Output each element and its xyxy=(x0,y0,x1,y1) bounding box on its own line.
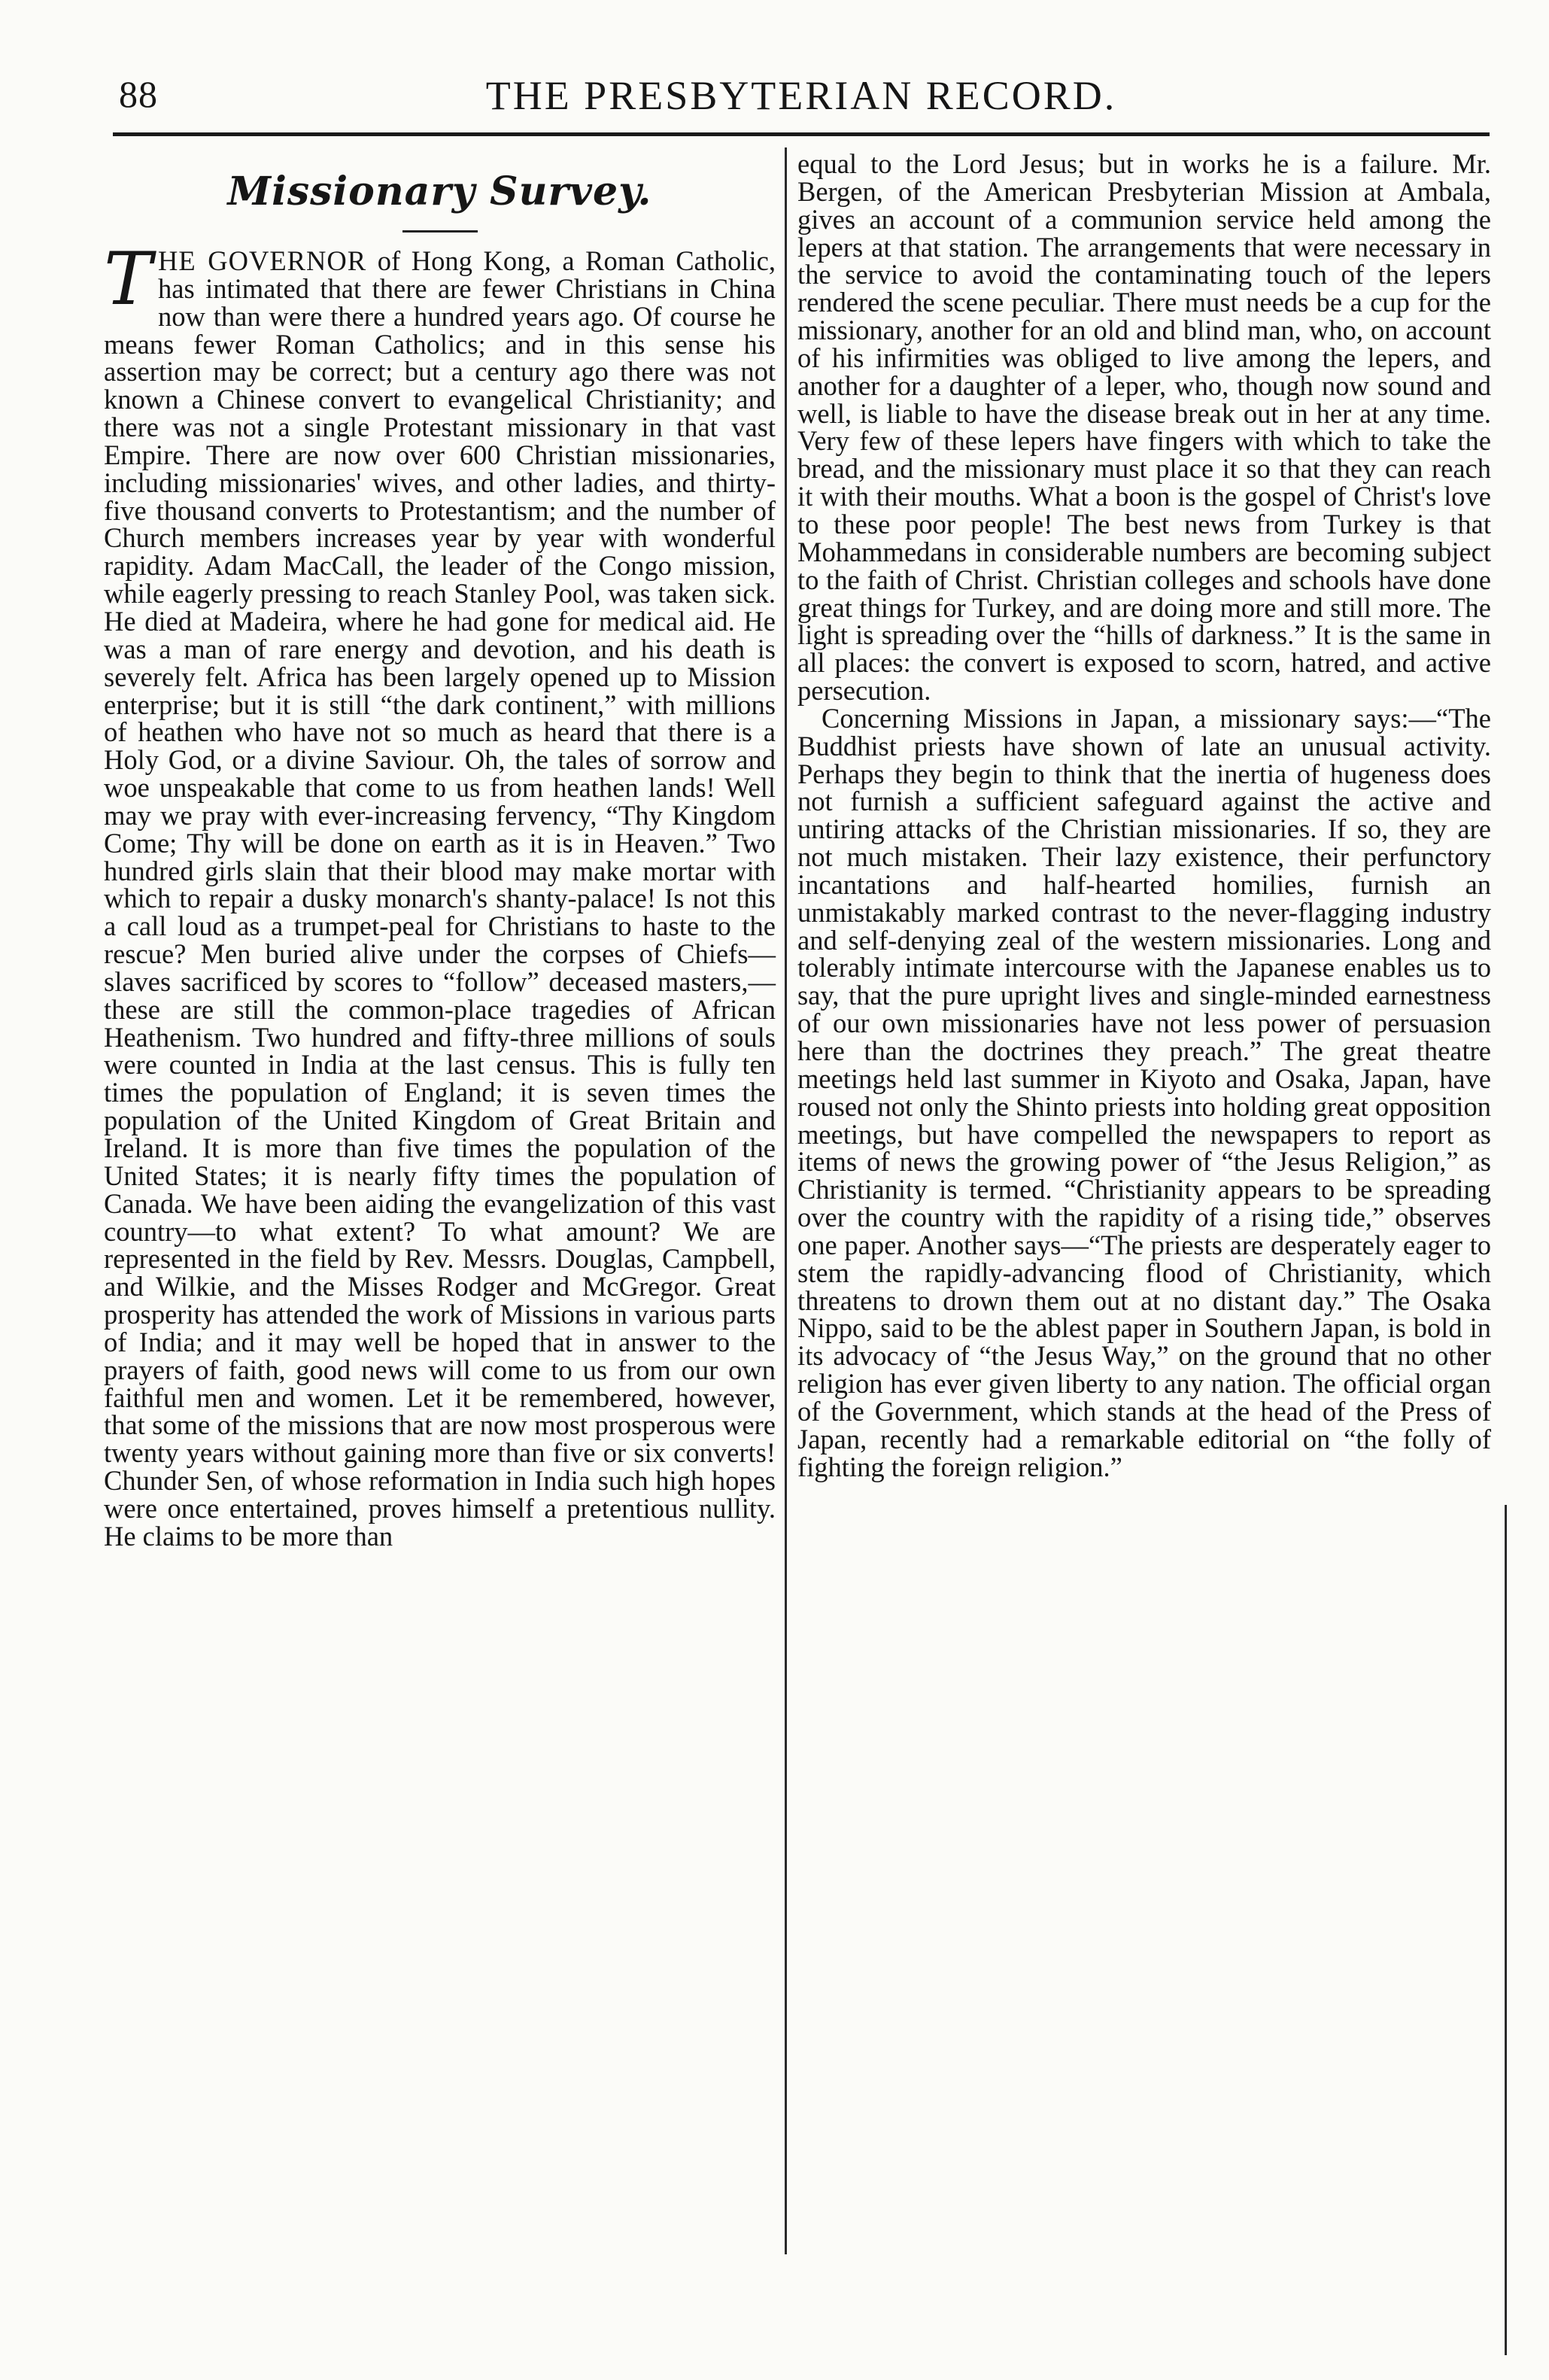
page-number: 88 xyxy=(119,73,158,115)
running-title: THE PRESBYTERIAN RECORD. xyxy=(485,73,1117,118)
title-rule xyxy=(402,230,478,233)
margin-rule xyxy=(1505,1505,1507,2355)
paragraph-text: of Hong Kong, a Roman Catholic, has intimated that there are fewer Christians in China now than were there a hundred years ago. Of course he means fewer Roman Catholics; and in this sense his assertion may be correct; but a century ago there was not known a Chinese convert to evangelical Christianity; and there was not a single Protestant missionary in that vast Empire. There are now over 600 Christian missionaries, including missionaries' wives, and other ladies, and thirty-five thousand converts to Protestantism; and the number of Church members increases year by year with wonderful rapidity. Adam MacCall, the leader of the Congo mission, while eagerly pressing to reach Stanley Pool, was taken sick. He died at Madeira, where he had gone for medical aid. He was a man of rare energy and devotion, and his death is severely felt. Africa has been largely opened up to Mission enterprise; but it is still “the dark continent,” with millions of heathen who have not so much as heard that there is a Holy God, or a divine Saviour. Oh, the tales of sorrow and woe unspeakable that come to us from heathen lands! Well may we pray with ever-increasing fervency, “Thy Kingdom Come; Thy will be done on earth as it is in Heaven.” Two hundred girls slain that their blood may make mortar with which to repair a dusky monarch's shanty-palace! Is not this a call loud as a trumpet-peal for Christians to haste to the rescue? Men buried alive under the corpses of Chiefs—slaves sacrificed by scores to “follow” deceased masters,—these are still the common-place tragedies of African Heathenism. Two hundred and fifty-three millions of souls were counted in India at the last census. This is fully ten times the population of England; it is seven times the population of the United Kingdom of Great Britain and Ireland. It is more than five times the population of the United States; it is nearly fifty times the population of Canada. We have been aiding the evangelization of this vast country—to what extent? To what amount? We are represented in the field by Rev. Messrs. Douglas, Campbell, and Wilkie, and the Misses Rodger and McGregor. Great prosperity has attended the work of Missions in various parts of India; and it may well be hoped that in answer to the prayers of faith, good news will come to us from our own faithful men and women. Let it be remembered, however, that some of the missions that are now most prosperous were twenty years without gaining more than five or six converts! Chunder Sen, of whose reformation in India such high hopes were once entertained, proves himself a pretentious nullity. He claims to be more than xyxy=(104,245,776,1552)
page-header xyxy=(113,72,1490,125)
left-column xyxy=(104,150,776,1551)
header-rule xyxy=(113,132,1490,136)
right-column xyxy=(797,150,1491,1482)
section-title: Missionary Survey. xyxy=(227,169,652,214)
article-paragraph xyxy=(104,237,776,1552)
article-paragraph: Concerning Missions in Japan, a missionary says:—“The Buddhist priests have shown of late an unusual activity. Perhaps they begin to think that the inertia of hugeness does not furnish a sufficient safeguard against the active and untiring attacks of the Christian missionaries. If so, they are not much mistaken. Their lazy existence, their perfunctory incantations and half-hearted homilies, furnish an unmistakably marked contrast to the never-flagging industry and self-denying zeal of the western missionaries. Long and tolerably intimate intercourse with the Japanese enables us to say, that the pure upright lives and single-minded earnestness of our own missionaries have not less power of persuasion here than the doctrines they preach.” The great theatre meetings held last summer in Kiyoto and Osaka, Japan, have roused not only the Shinto priests into holding great opposition meetings, but have compelled the newspapers to report as items of news the growing power of “the Jesus Religion,” as Christianity is termed. “Christianity appears to be spreading over the country with the rapidity of a rising tide,” observes one paper. Another says—“The priests are desperately eager to stem the rapidly-advancing flood of Christianity, which threatens to drown them out at no distant day.” The Osaka Nippo, said to be the ablest paper in Southern Japan, is bold in its advocacy of “the Jesus Way,” on the ground that no other religion has ever given liberty to any nation. The official organ of the Government, which stands at the head of the Press of Japan, recently had a remarkable editorial on “the folly of fighting the foreign religion.” xyxy=(797,702,1491,1482)
column-divider xyxy=(785,147,787,2254)
opening-words: HE GOVERNOR xyxy=(158,245,367,276)
drop-cap: T xyxy=(104,237,153,321)
article-paragraph: equal to the Lord Jesus; but in works he is a failure. Mr. Bergen, of the American Presbyterian Mission at Ambala, gives an account of a communion service held among the lepers at that station. The arrangements that were necessary in the service to avoid the contaminating touch of the lepers rendered the scene peculiar. There must needs be a cup for the missionary, another for an old and blind man, who, on account of his infirmities was obliged to live among the lepers, and another for a daughter of a leper, who, though now sound and well, is liable to have the disease break out in her at any time. Very few of these lepers have fingers with which to take the bread, and the missionary must place it so that they can reach it with their mouths. What a boon is the gospel of Christ's love to these poor people! The best news from Turkey is that Mohammedans in considerable numbers are becoming subject to the faith of Christ. Christian colleges and schools have done great things for Turkey, and are doing more and still more. The light is spreading over the “hills of darkness.” It is the same in all places: the convert is exposed to scorn, hatred, and active persecution. xyxy=(797,148,1491,707)
